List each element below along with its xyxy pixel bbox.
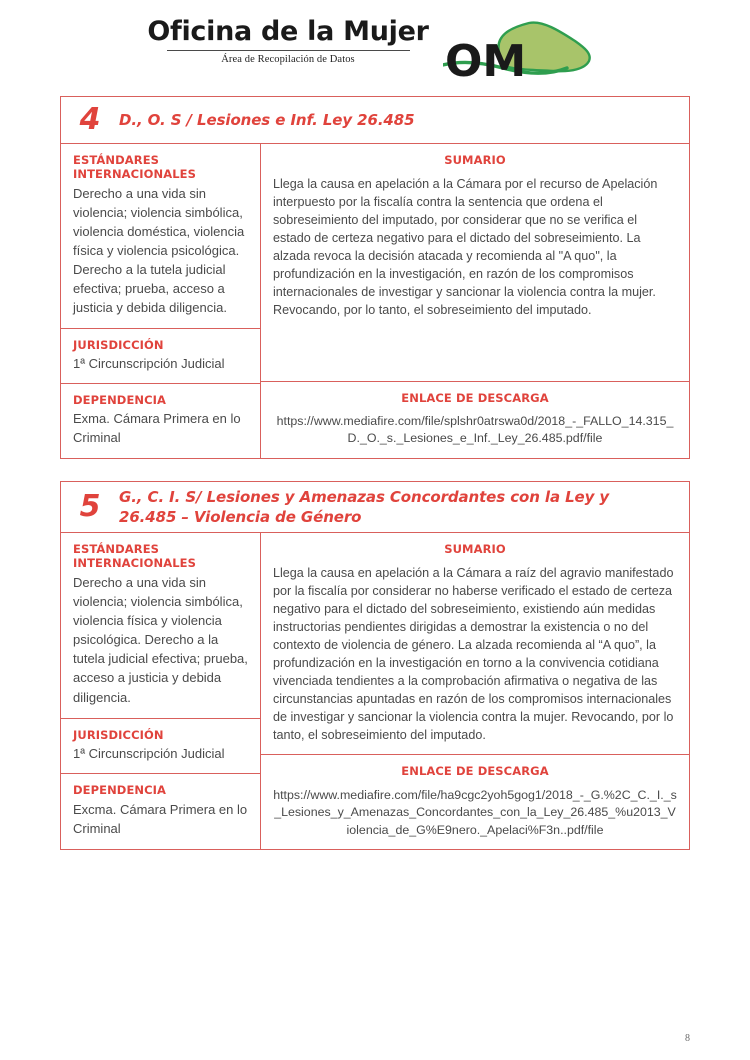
case-content-column xyxy=(261,533,689,849)
page-footer xyxy=(0,1028,750,1046)
case-title: G., C. I. S/ Lesiones y Amenazas Concordantes con la Ley y 26.485 – Violencia de Género xyxy=(119,487,610,526)
sumario-panel xyxy=(261,144,689,382)
case-card xyxy=(60,481,690,850)
enlace-label: ENLACE DE DESCARGA xyxy=(401,390,549,405)
page-number: 8 xyxy=(685,1033,690,1044)
case-card-body xyxy=(61,144,689,458)
page-header xyxy=(0,0,750,96)
jurisdiccion-panel xyxy=(61,719,260,774)
case-card xyxy=(60,96,690,459)
estandares-label-line1: ESTÁNDARES xyxy=(73,542,160,557)
case-card-header xyxy=(61,482,689,534)
sumario-panel xyxy=(261,533,689,755)
dependencia-label: DEPENDENCIA xyxy=(73,783,167,798)
dependencia-panel xyxy=(61,384,260,458)
case-meta-column xyxy=(61,533,261,849)
dependencia-panel xyxy=(61,774,260,849)
estandares-label-line2: INTERNACIONALES xyxy=(73,167,196,182)
estandares-label xyxy=(73,153,248,182)
title-divider xyxy=(167,50,410,51)
case-title: D., O. S / Lesiones e Inf. Ley 26.485 xyxy=(119,110,415,129)
sumario-label: SUMARIO xyxy=(444,153,506,167)
enlace-panel xyxy=(261,755,689,848)
estandares-text: Derecho a una vida sin violencia; violencia simbólica, violencia doméstica, violencia física y violencia psicológica. Derecho a la tutela judicial efectiva; prueba, acceso a justicia y debida diligencia. xyxy=(73,185,245,316)
page-title: Oficina de la Mujer xyxy=(147,16,429,47)
page-subtitle: Área de Recopilación de Datos xyxy=(221,54,355,66)
header-inner xyxy=(147,14,602,90)
case-number: 5 xyxy=(79,488,101,524)
estandares-label xyxy=(73,542,248,571)
jurisdiccion-panel xyxy=(61,329,260,384)
case-number: 4 xyxy=(79,102,101,137)
jurisdiccion-label: JURISDICCIÓN xyxy=(73,337,164,352)
estandares-text: Derecho a una vida sin violencia; violencia simbólica, violencia física y violencia psicológica. Derecho a la tutela judicial efectiva; prueba, acceso a justicia y debida diligencia. xyxy=(73,574,248,705)
dependencia-label: DEPENDENCIA xyxy=(73,393,167,407)
enlace-label: ENLACE DE DESCARGA xyxy=(401,764,549,779)
dependencia-text: Excma. Cámara Primera en lo Criminal xyxy=(73,801,248,836)
om-logo xyxy=(443,18,603,90)
sumario-text: Llega la causa en apelación a la Cámara por el recurso de Apelación interpuesto por la fiscalía contra la sentencia que ordena el sobreseimiento del imputado, por considerar que no se verifica el estado de certeza negativo para el dictado del sobreseimiento. La alzada revoca la decisión atacada y recomienda al "A quo", la profundización en la investigación, en razón de los compromisos internacionales de investigar y sancionar la violencia contra la mujer. Revocando, por lo tanto, el sobreseimiento del imputado. xyxy=(273,177,658,318)
enlace-url[interactable]: https://www.mediafire.com/file/splshr0atrswa0d/2018_-_FALLO_14.315_D._O._s._Lesiones_e_Inf._Ley_26.485.pdf/file xyxy=(276,413,674,446)
province-map-icon xyxy=(443,18,603,90)
enlace-url[interactable]: https://www.mediafire.com/file/ha9cgc2yoh5gog1/2018_-_G.%2C_C._I._s_Lesiones_y_Amenazas_Concordantes_con_la_Ley_26.485_%u2013_Violencia_de_G%E9nero._Apelaci%F3n..pdf/file xyxy=(273,787,677,837)
document-sheet xyxy=(0,96,750,850)
jurisdiccion-label: JURISDICCIÓN xyxy=(73,727,164,742)
case-card-body xyxy=(61,533,689,849)
case-card-header xyxy=(61,97,689,144)
dependencia-text: Exma. Cámara Primera en lo Criminal xyxy=(73,411,241,446)
jurisdiccion-text: 1ª Circunscripción Judicial xyxy=(73,355,225,371)
estandares-panel xyxy=(61,533,260,719)
sumario-label: SUMARIO xyxy=(444,542,506,557)
estandares-panel xyxy=(61,144,260,329)
estandares-label-line2: INTERNACIONALES xyxy=(73,556,196,571)
sumario-text: Llega la causa en apelación a la Cámara a raíz del agravio manifestado por la fiscalía por considerar no haberse verificado el estado de certeza negativo para el dictado del sobreseimiento, existiendo aún medidas instructorias pendientes dirigidas a demostrar la existencia o no del contexto de violencia de género. La alzada recomienda al “A quo”, la profundización en la investigación en torno a la convivencia cotidiana vivenciada tendientes a la comprobación afirmativa o negativa de las circunstancias apuntadas en razón de los compromisos internacionales de investigar y sancionar la violencia contra la mujer. Revocando, por lo tanto, el sobreseimiento del imputado. xyxy=(273,566,674,743)
enlace-panel xyxy=(261,382,689,458)
case-content-column xyxy=(261,144,689,458)
om-logo-text: OM xyxy=(444,36,526,87)
brand-block xyxy=(147,14,428,65)
estandares-label-line1: ESTÁNDARES xyxy=(73,153,160,167)
case-meta-column xyxy=(61,144,261,458)
jurisdiccion-text: 1ª Circunscripción Judicial xyxy=(73,746,225,762)
